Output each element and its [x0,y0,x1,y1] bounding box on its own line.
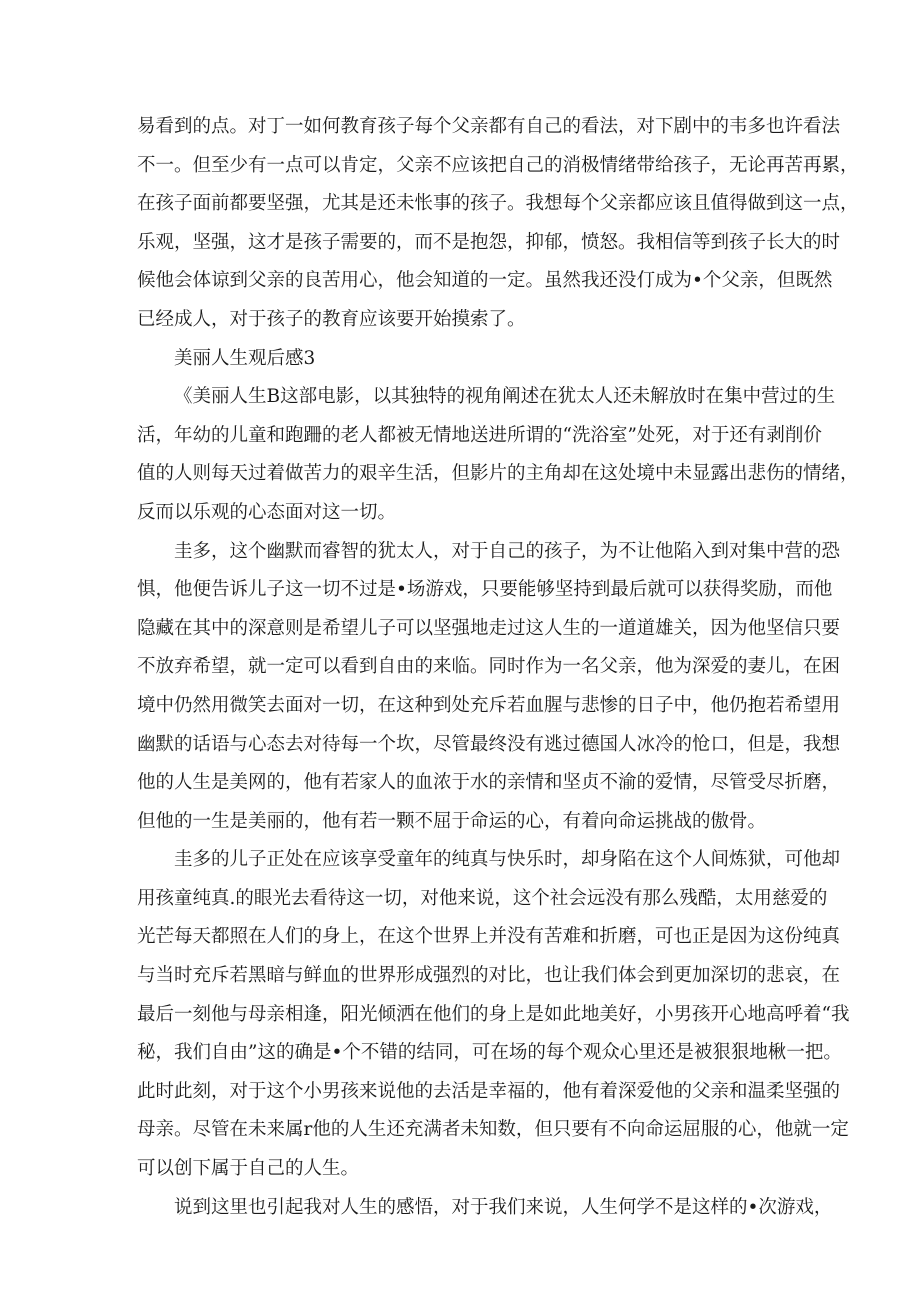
paragraph-first-line: 说到这里也引起我对人生的感悟，对于我们来说，人生何学不是这样的•次游戏， [174,1196,833,1218]
text-line: 幽默的话语与心态去对待每一个坎，尽管最终没有逃过德国人冰冷的怆口，但是，我想 [137,733,841,755]
text-line: 值的人则每天过着做苦力的艰辛生活，但影片的主角却在这处境中未显露出悲伤的情绪， [137,463,859,485]
text-line: 母亲。尽管在未来属r他的人生还充满者未知数，但只要有不向命运屈服的心，他就一定 [137,1119,849,1141]
text-line: 光芒每天都照在人们的身上，在这个世界上并没有苦难和折磨，可也正是因为这份纯真 [137,926,841,948]
text-line: 秘，我们自由”这的确是•个不错的结同，可在场的每个观众心里还是被狠狠地楸一把。 [137,1042,842,1064]
text-line: 不一。但至少有一点可以肯定，父亲不应该把自己的消极情绪带给孩子，无论再苦再累， [137,154,859,176]
text-line: 反而以乐观的心态面对这一切。 [137,501,397,523]
text-line: 用孩童纯真.的眼光去看待这一切，对他来说，这个社会远没有那么残酷，太用慈爱的 [137,887,828,909]
paragraph-first-line: 圭多的儿子正处在应该享受童年的纯真与快乐时，却身陷在这个人间炼狱，可他却 [174,849,841,871]
text-line: 此时此刻，对于这个小男孩来说他的去活是幸福的，他有着深爱他的父亲和温柔坚强的 [137,1080,841,1102]
text-line: 最后一刻他与母亲相逢，阳光倾洒在他们的身上是如此地美好，小男孩开心地高呼着“我 [137,1003,850,1025]
text-line: 已经成人，对于孩子的教育应该要开始摸索了。 [137,308,526,330]
text-line: 惧，他便告诉儿子这一切不过是•场游戏，只要能够坚持到最后就可以获得奖励，而他 [137,579,833,601]
text-line: 活，年幼的儿童和跑跚的老人都被无情地送进所谓的“洗浴室”处死，对于还有剥削价 [137,424,822,446]
text-line: 他的人生是美网的，他有若家人的血浓于水的亲情和坚贞不渝的爱情，尽管受尽折磨， [137,772,841,794]
text-line: 易看到的点。对丁一如何教育孩子每个父亲都有自己的看法，对下剧中的韦多也许看法 [137,116,841,137]
section-heading: 美丽人生观后感3 [174,347,316,369]
text-line: 与当时充斥若黑暗与鲜血的世界形成强烈的对比，也让我们体会到更加深切的悲哀，在 [137,965,841,987]
text-line: 在孩子面前都要坚强，尤其是还未怅事的孩子。我想每个父亲都应该且值得做到这一点， [137,193,859,215]
text-line: 隐藏在其中的深意则是希望儿子可以坚强地走过这人生的一道道雄关，因为他坚信只要 [137,617,841,639]
document-body [137,108,859,1227]
text-line: 但他的一生是美丽的，他有若一颗不屈于命运的心，有着向命运挑战的傲骨。 [137,810,767,832]
text-line: 候他会体谅到父亲的良苦用心，他会知道的一定。虽然我还没仃成为•个父亲，但既然 [137,270,833,292]
text-line: 乐观，坚强，这才是孩子需要的，而不是抱怨，抑郁，愤怒。我相信等到孩子长大的时 [137,231,841,253]
text-line: 可以创下属于自己的人生。 [137,1158,360,1180]
text-line: 不放弃希望，就一定可以看到自由的来临。同时作为一名父亲，他为深爱的妻儿，在困 [137,656,841,678]
paragraph-first-line: 《美丽人生B这部电影，以其独特的视角阐述在犹太人还未解放时在集中营过的生 [174,386,836,408]
paragraph-first-line: 圭多，这个幽默而睿智的犹太人，对于自己的孩子，为不让他陷入到对集中营的恐 [174,540,841,562]
text-line: 境中仍然用微笑去面对一切，在这种到处充斥若血腥与悲惨的日子中，他仍抱若希望用 [137,694,841,716]
